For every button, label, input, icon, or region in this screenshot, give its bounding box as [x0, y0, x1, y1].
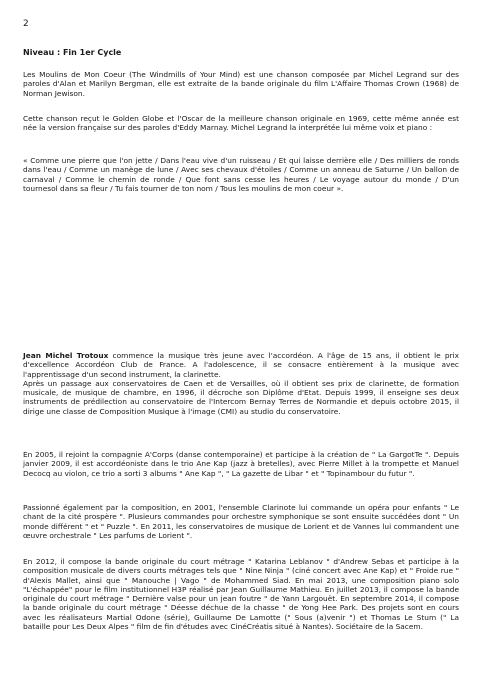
bio-paragraph-3: Passionné également par la composition, en 2001, l'ensemble Clarinote lui commande un opéra pour enfants " Le chant de la cité prospère ". Plusieurs commandes pour orchestre symphonique se sont ensuite succédées dont " Un monde différent " et " Puzzle ". En 2011, les conservatoires de musique de Lorient et de Vannes lui commandent une œuvre orchestrale " Les parfums de Lorient ". [23, 503, 459, 540]
bio-paragraph-1 [23, 351, 459, 416]
bio-paragraph-2: En 2005, il rejoint la compagnie A'Corps (danse contemporaine) et participe à la création de " La GargotTe ". Depuis janvier 2009, il est accordéoniste dans le trio Ane Kap (jazz à bretelles), avec Pierre Millet à la trompette et Manuel Decocq au violon, ce trio a sorti 3 albums " Ane Kap ", " La gazette de Libar " et " Topinambour du futur ". [23, 450, 459, 478]
page-number: 2 [23, 19, 29, 29]
level-heading: Niveau : Fin 1er Cycle [23, 48, 122, 57]
intro-paragraph-1: Les Moulins de Mon Coeur (The Windmills of Your Mind) est une chanson composée par Michel Legrand sur des paroles d'Alan et Marilyn Bergman, elle est extraite de la bande originale du film L'Affaire Thomas Crown (1968) de Norman Jewison. [23, 70, 459, 98]
lyrics-paragraph: « Comme une pierre que l'on jette / Dans l'eau vive d'un ruisseau / Et qui laisse derrière elle / Des milliers de ronds dans l'eau / Comme un manège de lune / Avec ses chevaux d'étoiles / Comme un anneau de Saturne / Un ballon de carnaval / Comme le chemin de ronde / Que font sans cesse les heures / Le voyage autour du monde / D'un tournesol dans sa fleur / Tu fais tourner de ton nom / Tous les moulins de mon coeur ». [23, 156, 459, 193]
intro-paragraph-2: Cette chanson reçut le Golden Globe et l'Oscar de la meilleure chanson originale en 1969, cette même année est née la version française sur des paroles d'Eddy Marnay. Michel Legrand la interprétée lui même voix et piano : [23, 114, 459, 133]
bio-paragraph-4: En 2012, il compose la bande originale du court métrage " Katarina Leblanov " d'Andrew Sebas et participe à la composition musicale de divers courts métrages tels que " Nine Ninja " (ciné concert avec Ane Kap) et " Froide rue " d'Alexis Mallet, ainsi que " Manouche | Vago " de Mohammed Siad. En mai 2013, une composition piano solo "L'échappée" pour le film institutionnel H3P réalisé par Jean Guillaume Mathieu. En juillet 2013, il compose la bande originale du court métrage " Dernière valse pour un jean foutre " de Yann Largouët. En septembre 2014, il compose la bande originale du court métrage " Déesse déchue de la chasse " de Yong Hee Park. Des projets sont en cours avec les réalisateurs Martial Odone (série), Guillaume De Lamotte (" Sous (a)venir ") et Thomas Le Stum (" La bataille pour Les Deux Alpes " film de fin d'études avec CinéCréatis situé à Nantes). Sociétaire de la Sacem. [23, 557, 459, 632]
bio-paragraph-1-text: commence la musique très jeune avec l'accordéon. A l'âge de 15 ans, il obtient le prix d'excellence Accordéon Club de France. A l'adolescence, il se consacre entièrement à la musique avec l'apprentissage d'un second instrument, la clarinette. [23, 351, 459, 379]
bio-paragraph-1b: Après un passage aux conservatoires de Caen et de Versailles, où il obtient ses prix de clarinette, de formation musicale, de musique de chambre, en 1996, il décroche son Diplôme d'Etat. Depuis 1999, il enseigne ses deux instruments de prédilection au conservatoire de l'Intercom Bernay Terres de Normandie et depuis octobre 2015, il dirige une classe de Composition Musique à l'image (CMI) au studio du conservatoire. [23, 378, 459, 416]
composer-name: Jean Michel Trotoux [23, 351, 109, 360]
